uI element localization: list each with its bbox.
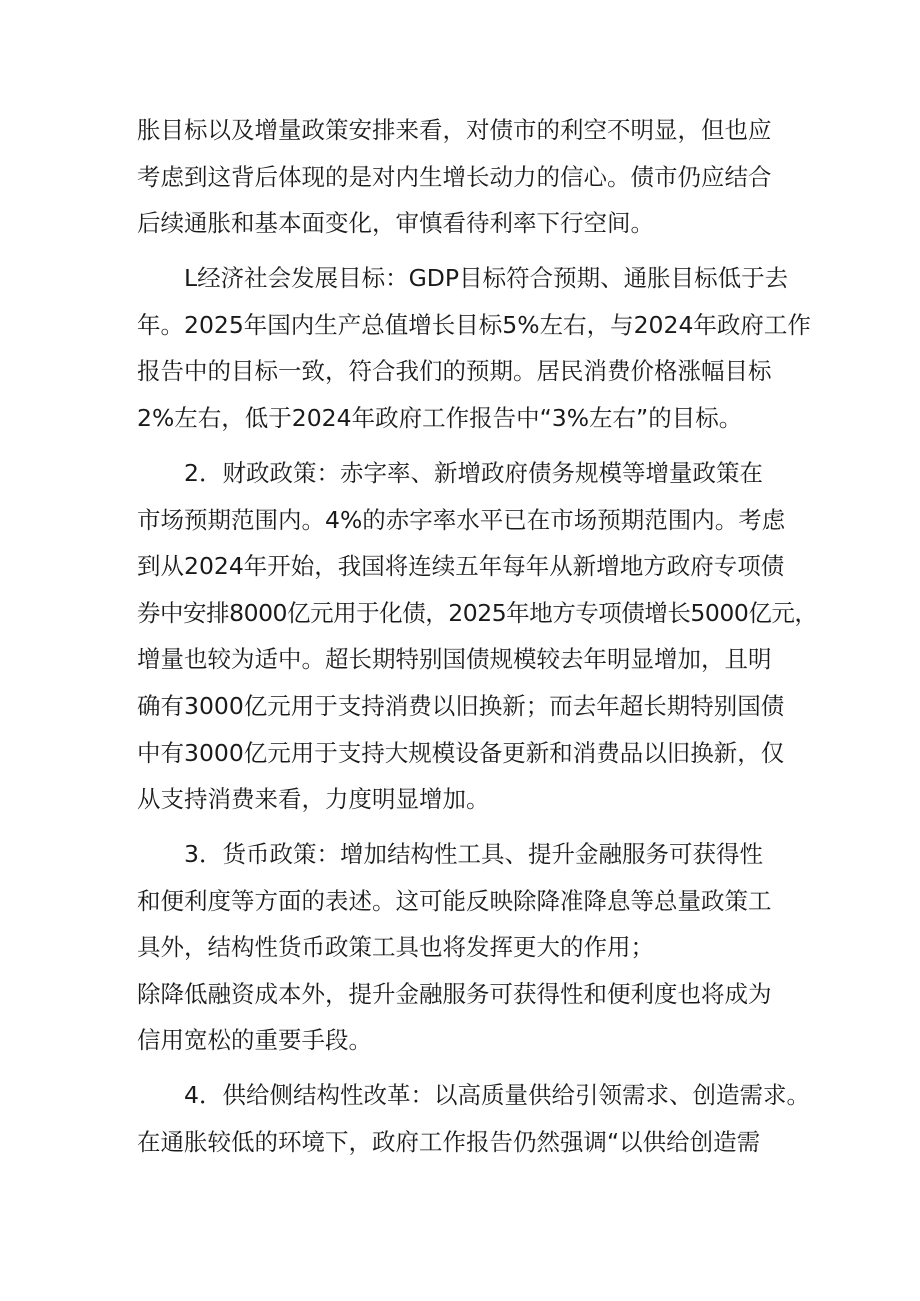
text-line: 市场预期范围内。4%的赤字率水平已在市场预期范围内。考虑 <box>137 505 786 534</box>
text-line: 和便利度等方面的表述。这可能反映除降准降息等总量政策工 <box>137 886 772 915</box>
text-line: 胀目标以及增量政策安排来看，对债市的利空不明显，但也应 <box>137 116 772 144</box>
document-body <box>137 107 817 1174</box>
text-line: 具外，结构性货币政策工具也将发挥更大的作用； <box>137 933 654 962</box>
paragraph <box>137 107 817 247</box>
text-line: 考虑到这背后体现的是对内生增长动力的信心。债市仍应结合 <box>137 162 772 191</box>
text-line: 报告中的目标一致，符合我们的预期。居民消费价格涨幅目标 <box>137 357 772 386</box>
text-line: 确有3000亿元用于支持消费以旧换新；而去年超长期特别国债 <box>137 691 785 720</box>
paragraph <box>137 831 817 1064</box>
text-line: 增量也较为适中。超长期特别国债规模较去年明显增加，且明 <box>137 645 772 674</box>
text-line: 在通胀较低的环境下，政府工作报告仍然强调“以供给创造需 <box>137 1128 761 1157</box>
text-line: 年。2025年国内生产总值增长目标5%左右，与2024年政府工作 <box>137 310 811 339</box>
text-line: L经济社会发展目标：GDP目标符合预期、通胀目标低于去 <box>184 264 789 293</box>
text-line: 2．财政政策：赤字率、新增政府债务规模等增量政策在 <box>184 458 763 487</box>
text-line: 券中安排8000亿元用于化债，2025年地方专项债增长5000亿元， <box>137 598 818 627</box>
text-line: 除降低融资成本外，提升金融服务可获得性和便利度也将成为 <box>137 979 772 1008</box>
paragraph <box>137 255 817 441</box>
text-line: 3．货币政策：增加结构性工具、提升金融服务可获得性 <box>184 840 763 869</box>
text-line: 信用宽松的重要手段。 <box>137 1026 372 1055</box>
text-line: 2%左右，低于2024年政府工作报告中“3%左右”的目标。 <box>137 403 743 432</box>
text-line: 中有3000亿元用于支持大规模设备更新和消费品以旧换新，仅 <box>137 738 785 767</box>
paragraph <box>137 1072 817 1165</box>
text-line: 后续通胀和基本面变化，审慎看待利率下行空间。 <box>137 209 654 238</box>
text-line: 到从2024年开始，我国将连续五年每年从新增地方政府专项债 <box>137 552 785 581</box>
paragraph <box>137 450 817 823</box>
text-line: 4．供给侧结构性改革：以高质量供给引领需求、创造需求。 <box>184 1081 810 1110</box>
text-line: 从支持消费来看，力度明显增加。 <box>137 785 490 814</box>
